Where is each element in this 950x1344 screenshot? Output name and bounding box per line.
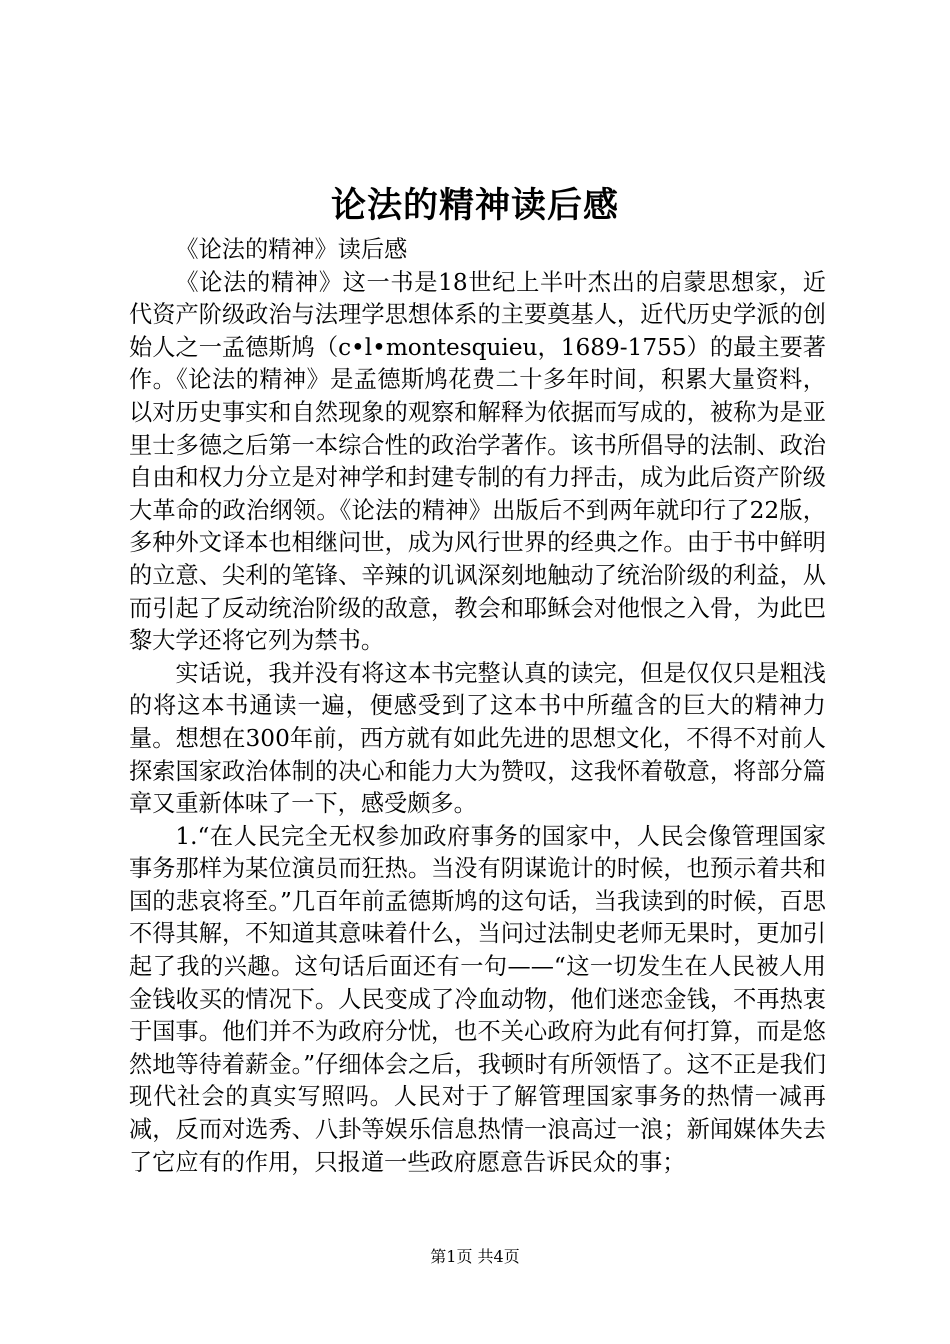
document-body	[129, 234, 826, 1179]
document-title: 论法的精神读后感	[330, 185, 619, 226]
paragraph-point-one: 1.“在人民完全无权参加政府事务的国家中，人民会像管理国家事务那样为某位演员而狂热。当没有阴谋诡计的时候，也预示着共和国的悲哀将至。”几百年前孟德斯鸠的这句话，当我读到的时候，百思不得其解，不知道其意味着什么，当问过法制史老师无果时，更加引起了我的兴趣。这句话后面还有一句——“这一切发生在人民被人用金钱收买的情况下。人民变成了冷血动物，他们迷恋金钱，不再热衷于国事。他们并不为政府分忧，也不关心政府为此有何打算，而是悠然地等待着薪金。”仔细体会之后，我顿时有所领悟了。这不正是我们现代社会的真实写照吗。人民对于了解管理国家事务的热情一减再减，反而对选秀、八卦等娱乐信息热情一浪高过一浪；新闻媒体失去了它应有的作用，只报道一些政府愿意告诉民众的事；	[129, 822, 826, 1176]
paragraph-reflection: 实话说，我并没有将这本书完整认真的读完，但是仅仅只是粗浅的将这本书通读一遍，便感受到了这本书中所蕴含的巨大的精神力量。想想在300年前，西方就有如此先进的思想文化，不得不对前人探索国家政治体制的决心和能力大为赞叹，这我怀着敬意，将部分篇章又重新体味了一下，感受颇多。	[129, 659, 826, 818]
paragraph-subtitle: 《论法的精神》读后感	[175, 236, 408, 263]
paragraph-introduction: 《论法的精神》这一书是18世纪上半叶杰出的启蒙思想家，近代资产阶级政治与法理学思想体系的主要奠基人，近代历史学派的创始人之一孟德斯鸠（c•l•montesquieu，1689-1755）的最主要著作。《论法的精神》是孟德斯鸠花费二十多年时间，积累大量资料，以对历史事实和自然现象的观察和解释为依据而写成的，被称为是亚里士多德之后第一本综合性的政治学著作。该书所倡导的法制、政治自由和权力分立是对神学和封建专制的有力抨击，成为此后资产阶级大革命的政治纲领。《论法的精神》出版后不到两年就印行了22版，多种外文译本也相继问世，成为风行世界的经典之作。由于书中鲜明的立意、尖利的笔锋、辛辣的讥讽深刻地触动了统治阶级的利益，从而引起了反动统治阶级的敌意，教会和耶稣会对他恨之入骨，为此巴黎大学还将它列为禁书。	[129, 268, 826, 655]
page-number-footer: 第1页 共4页	[430, 1247, 520, 1266]
